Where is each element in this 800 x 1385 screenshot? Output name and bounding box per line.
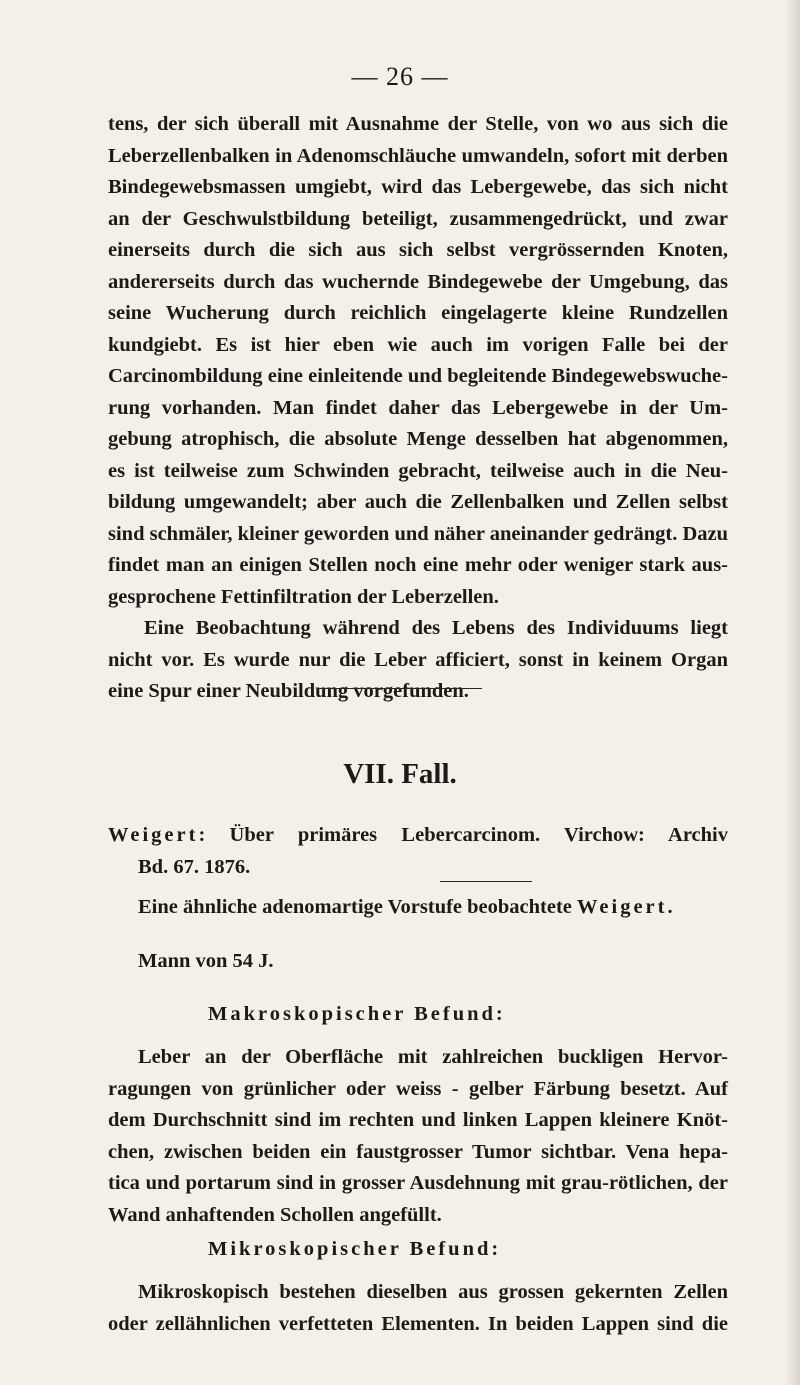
text-line: kundgiebt. Es ist hier eben wie auch im vorigen Falle bei der (108, 333, 728, 356)
text-line: tica und portarum sind in grosser Ausdehnung mit grau-rötlichen, der (108, 1172, 728, 1194)
text-line: Leber an der Oberfläche mit zahlreichen buckligen Hervor- (138, 1046, 728, 1068)
paragraph-continuation (108, 109, 728, 708)
intro-author: Weigert (577, 896, 668, 918)
page-edge-shadow (786, 0, 800, 1385)
reference-citation (108, 820, 728, 883)
section-divider (318, 688, 482, 689)
intro-text: Eine ähnliche adenomartige Vorstufe beobachtete (138, 896, 578, 918)
page-number: — 26 — (351, 62, 449, 91)
text-line: seine Wucherung durch reichlich eingelagerte kleine Rundzellen (108, 302, 728, 324)
text-line: Leberzellenbalken in Adenomschläuche umwandeln, sofort mit derben (108, 144, 728, 167)
reference-line (108, 820, 728, 852)
text-line: Eine Beobachtung während des Lebens des Individuums liegt (144, 617, 728, 639)
microscopic-heading: Mikroskopischer Befund: (208, 1238, 502, 1260)
microscopic-findings (108, 1277, 728, 1340)
text-line: andererseits durch das wuchernde Bindegewebe der Umgebung, das (108, 270, 728, 293)
text-line: findet man an einigen Stellen noch eine mehr oder weniger stark aus- (108, 554, 728, 576)
text-line: es ist teilweise zum Schwinden gebracht, teilweise auch in die Neu- (108, 459, 728, 482)
intro-sentence (138, 896, 673, 919)
text-line: Wand anhaftenden Schollen angefüllt. (108, 1203, 442, 1226)
text-line: rung vorhanden. Man findet daher das Lebergewebe in der Um- (108, 396, 728, 419)
text-line: bildung umgewandelt; aber auch die Zellenbalken und Zellen selbst (108, 491, 728, 513)
text-line: chen, zwischen beiden ein faustgrosser Tumor sichtbar. Vena hepa- (108, 1140, 728, 1163)
reference-divider (440, 881, 532, 882)
text-line: Bindegewebsmassen umgiebt, wird das Lebergewebe, das sich nicht (108, 176, 728, 198)
reference-volume: Bd. 67. 1876. (138, 855, 251, 878)
text-line: an der Geschwulstbildung beteiligt, zusammengedrückt, und zwar (108, 207, 728, 230)
text-line: nicht vor. Es wurde nur die Leber afficiert, sonst in keinem Organ (108, 648, 728, 671)
text-line: gebung atrophisch, die absolute Menge desselben hat abgenommen, (108, 428, 728, 450)
text-line: sind schmäler, kleiner geworden und näher aneinander gedrängt. Dazu (108, 522, 729, 545)
text-line: Mikroskopisch bestehen dieselben aus grossen gekernten Zellen (138, 1281, 728, 1303)
text-line: einerseits durch die sich aus sich selbst vergrössernden Knoten, (108, 239, 728, 261)
text-line: eine Spur einer Neubildung vorgefunden. (108, 680, 469, 702)
text-line: ragungen von grünlicher oder weiss - gelber Färbung besetzt. Auf (108, 1077, 728, 1100)
text-line: tens, der sich überall mit Ausnahme der Stelle, von wo aus sich die (108, 113, 728, 135)
intro-period: . (667, 896, 673, 918)
text-line: gesprochene Fettinfiltration der Leberzellen. (108, 585, 499, 608)
text-line: oder zellähnlichen verfetteten Elementen. In beiden Lappen sind die (108, 1312, 728, 1335)
macroscopic-findings (108, 1042, 728, 1231)
text-line: dem Durchschnitt sind im rechten und linken Lappen kleinere Knöt- (108, 1109, 728, 1131)
patient-info: Mann von 54 J. (138, 950, 274, 972)
macroscopic-heading: Makroskopischer Befund: (208, 1003, 506, 1025)
reference-title: : Über primäres Lebercarcinom. Virchow: Archiv (198, 824, 728, 846)
text-line: Carcinombildung eine einleitende und begleitende Bindegewebswuche- (108, 365, 728, 387)
case-heading: VII. Fall. (343, 758, 457, 790)
reference-author: Weigert (108, 824, 199, 846)
